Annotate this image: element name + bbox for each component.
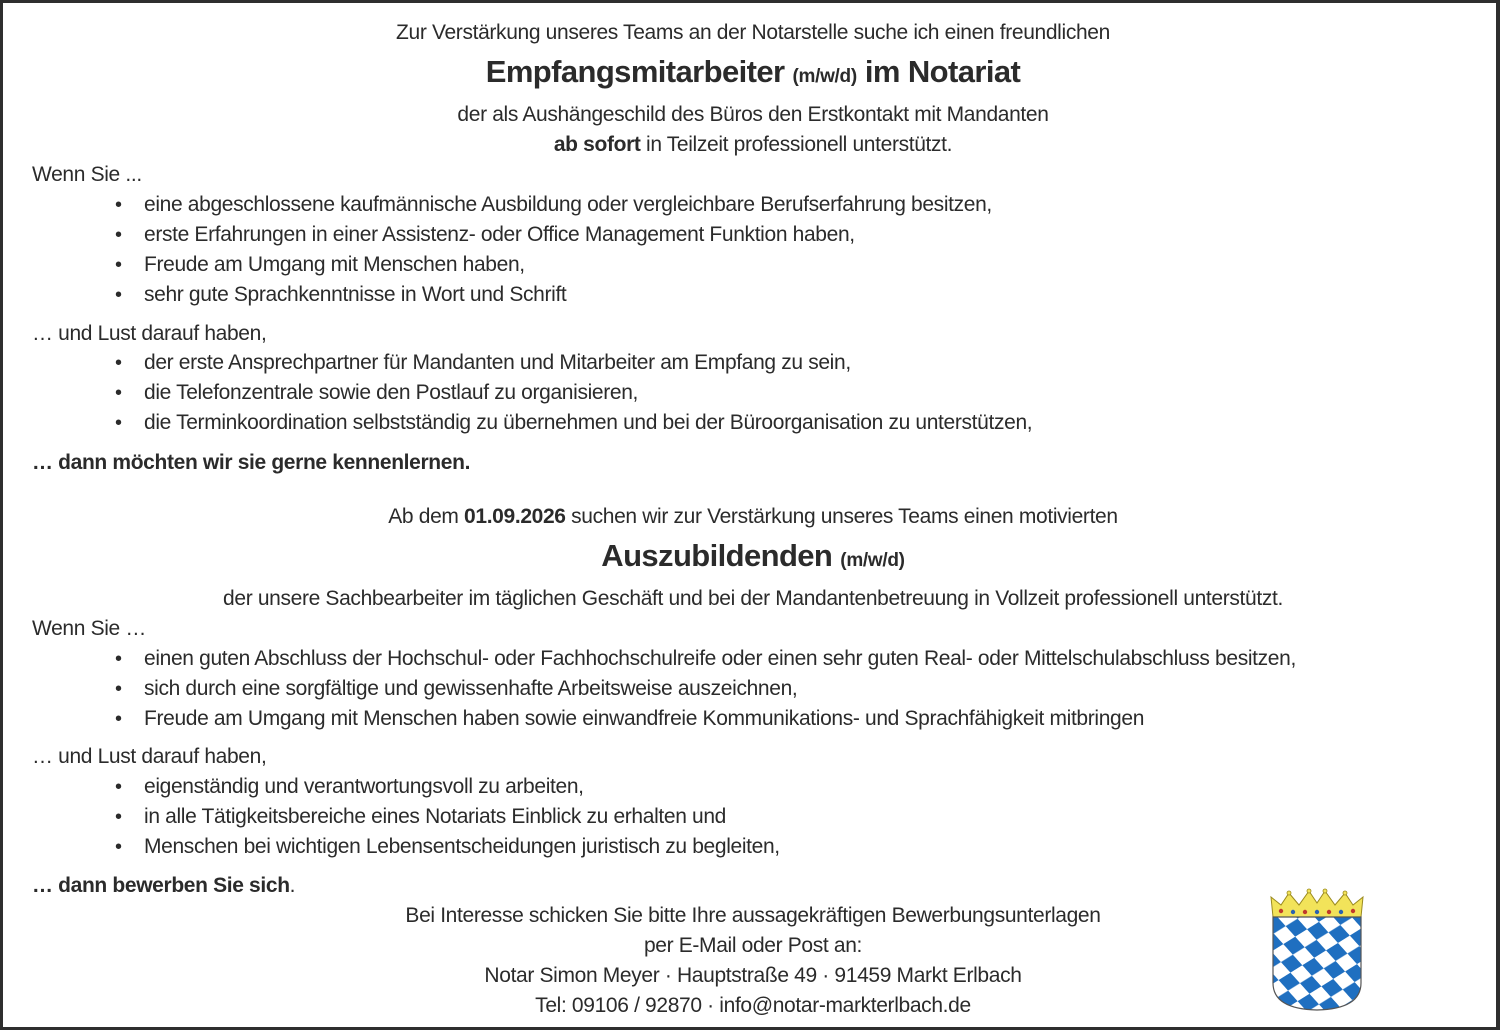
bullet-icon: •	[115, 352, 122, 374]
list-item	[115, 706, 1144, 732]
bavarian-coat-of-arms-icon	[1269, 887, 1365, 1013]
bullet-icon: •	[115, 776, 122, 798]
list-item	[115, 192, 992, 218]
list-item-text: in alle Tätigkeitsbereiche eines Notariats Einblick zu erhalten und	[144, 805, 727, 828]
ad1-subtitle-2-rest: in Teilzeit professionell unterstützt.	[640, 133, 953, 156]
list-item-text: erste Erfahrungen in einer Assistenz- oder Office Management Funktion haben,	[144, 223, 855, 246]
ad1-closing: … dann möchten wir sie gerne kennenlernen.	[32, 451, 471, 474]
contact-line-1: Bei Interesse schicken Sie bitte Ihre aussagekräftigen Bewerbungsunterlagen	[405, 904, 1101, 927]
list-item-text: Menschen bei wichtigen Lebensentscheidungen juristisch zu begleiten,	[144, 835, 780, 858]
list-item-text: einen guten Abschluss der Hochschul- oder Fachhochschulreife oder einen sehr guten Real- oder Mittelschulabschluss besitzen,	[144, 647, 1296, 670]
ad2-title	[3, 538, 1500, 579]
bullet-icon: •	[115, 194, 122, 216]
list-item-text: eigenständig und verantwortungsvoll zu arbeiten,	[144, 775, 584, 798]
list-item	[115, 804, 726, 830]
ad2-start-date: 01.09.2026	[464, 505, 566, 528]
ad2-closing	[32, 873, 295, 899]
ad1-title	[3, 54, 1500, 95]
list-item-text: eine abgeschlossene kaufmännische Ausbildung oder vergleichbare Berufserfahrung besitzen,	[144, 193, 992, 216]
contact-email-link[interactable]: info@notar-markterlbach.de	[719, 994, 971, 1017]
ad1-wenn-label: Wenn Sie ...	[32, 163, 142, 186]
list-item-text: die Terminkoordination selbstständig zu übernehmen und bei der Büroorganisation zu unterstützen,	[144, 411, 1033, 434]
ad2-lust-label: … und Lust darauf haben,	[32, 745, 267, 768]
bullet-icon: •	[115, 678, 122, 700]
list-item	[115, 222, 855, 248]
bullet-icon: •	[115, 284, 122, 306]
ad1-subtitle-2	[3, 132, 1500, 158]
list-item-text: Freude am Umgang mit Menschen haben sowie einwandfreie Kommunikations- und Sprachfähigkeit mitbringen	[144, 707, 1145, 730]
ad1-start-date: ab sofort	[553, 133, 641, 156]
list-item-text: sich durch eine sorgfältige und gewissenhafte Arbeitsweise auszeichnen,	[144, 677, 798, 700]
contact-phone: Tel: 09106 / 92870 ·	[535, 994, 720, 1017]
list-item-text: die Telefonzentrale sowie den Postlauf zu organisieren,	[144, 381, 639, 404]
bullet-icon: •	[115, 708, 122, 730]
list-item	[115, 252, 525, 278]
ad1-intro: Zur Verstärkung unseres Teams an der Notarstelle suche ich einen freundlichen	[396, 21, 1110, 44]
ad1-title-main: Empfangsmitarbeiter	[485, 54, 785, 89]
bullet-icon: •	[115, 254, 122, 276]
ad2-title-tag: (m/w/d)	[840, 550, 905, 571]
contact-address: Notar Simon Meyer · Hauptstraße 49 · 91459 Markt Erlbach	[484, 964, 1022, 987]
ad1-title-suffix: im Notariat	[864, 54, 1021, 89]
list-item	[115, 774, 584, 800]
list-item-text: sehr gute Sprachkenntnisse in Wort und Schrift	[144, 283, 567, 306]
list-item	[115, 410, 1032, 436]
bullet-icon: •	[115, 648, 122, 670]
ad1-subtitle-1: der als Aushängeschild des Büros den Erstkontakt mit Mandanten	[457, 103, 1049, 126]
ad2-subtitle: der unsere Sachbearbeiter im täglichen Geschäft und bei der Mandantenbetreuung in Vollzeit professionell unterstützt.	[223, 587, 1283, 610]
ad2-closing-rest: .	[289, 874, 296, 897]
bullet-icon: •	[115, 224, 122, 246]
contact-line-2: per E-Mail oder Post an:	[643, 934, 863, 957]
bullet-icon: •	[115, 412, 122, 434]
bullet-icon: •	[115, 382, 122, 404]
ad2-wenn-label: Wenn Sie …	[32, 617, 146, 640]
ad2-intro-suffix: suchen wir zur Verstärkung unseres Teams einen motivierten	[565, 505, 1118, 528]
list-item	[115, 380, 638, 406]
ad2-title-main: Auszubildenden	[601, 538, 833, 573]
list-item	[115, 282, 566, 308]
bullet-icon: •	[115, 806, 122, 828]
ad2-intro-prefix: Ab dem	[388, 505, 465, 528]
ad1-lust-label: … und Lust darauf haben,	[32, 322, 267, 345]
list-item	[115, 676, 797, 702]
list-item	[115, 646, 1296, 672]
ad2-intro	[3, 504, 1500, 530]
ad1-title-tag: (m/w/d)	[792, 66, 857, 87]
list-item	[115, 834, 780, 860]
bullet-icon: •	[115, 836, 122, 858]
list-item	[115, 350, 851, 376]
list-item-text: der erste Ansprechpartner für Mandanten und Mitarbeiter am Empfang zu sein,	[144, 351, 851, 374]
ad2-closing-bold: … dann bewerben Sie sich	[32, 874, 290, 897]
list-item-text: Freude am Umgang mit Menschen haben,	[144, 253, 525, 276]
